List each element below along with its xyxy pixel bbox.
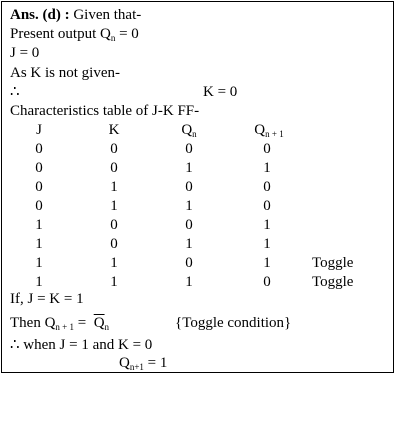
- table-cell: 1: [185, 274, 193, 290]
- table-cell: 0: [263, 179, 271, 195]
- present-output-value: = 0: [115, 26, 139, 42]
- table-cell: 1: [35, 236, 43, 252]
- final-sub: n+1: [129, 362, 144, 372]
- header-j: [19, 121, 59, 139]
- final-value: = 1: [143, 355, 168, 371]
- table-cell: 0: [35, 179, 43, 195]
- table-cell: 0: [185, 217, 193, 233]
- table-cell: 1: [35, 255, 43, 271]
- table-cell: 1: [263, 255, 271, 271]
- present-output-text: Present output Q: [10, 26, 111, 42]
- table-cell: 0: [35, 141, 43, 157]
- k-not-given-line: As K is not given-: [10, 65, 120, 81]
- table-cell: 1: [263, 217, 271, 233]
- table-cell: 1: [110, 179, 118, 195]
- header-k: [94, 121, 134, 139]
- then-line: [10, 314, 109, 332]
- table-cell: 0: [35, 160, 43, 176]
- qn-bar: $\overline{Q}$: [93, 315, 105, 331]
- then-equals: =: [73, 315, 90, 331]
- answer-label: Ans. (d) :: [10, 7, 70, 23]
- final-line: [119, 354, 167, 372]
- answer-box: [1, 1, 394, 373]
- table-cell: 1: [35, 217, 43, 233]
- table-cell: 1: [110, 274, 118, 290]
- table-cell: 0: [185, 255, 193, 271]
- header-k-text: K: [108, 122, 120, 138]
- table-cell: 0: [263, 274, 271, 290]
- table-cell: 1: [263, 160, 271, 176]
- therefore-symbol: ∴: [10, 84, 20, 100]
- table-cell: 1: [110, 198, 118, 214]
- given-text: Given that-: [73, 7, 142, 23]
- j-zero-line: J = 0: [10, 45, 40, 61]
- header-j-text: J: [36, 122, 42, 138]
- header-qn: [169, 121, 209, 139]
- present-output-sub: n: [110, 33, 116, 43]
- table-cell: 0: [263, 141, 271, 157]
- table-cell: 1: [185, 198, 193, 214]
- qn-bar-sub: n: [104, 322, 110, 332]
- when-line: ∴ when J = 1 and K = 0: [10, 337, 153, 353]
- table-cell: 0: [35, 198, 43, 214]
- if-line: If, J = K = 1: [10, 291, 84, 307]
- header-qn1-sub: n + 1: [265, 129, 284, 139]
- then-sub: n + 1: [55, 322, 74, 332]
- k-zero-line: K = 0: [203, 84, 238, 100]
- final-q: Q: [119, 355, 130, 371]
- header-qn-text: Q: [181, 122, 193, 138]
- then-text: Then Q: [10, 315, 56, 331]
- table-cell: 0: [263, 198, 271, 214]
- toggle-label: Toggle: [312, 274, 354, 290]
- table-cell: 0: [185, 141, 193, 157]
- toggle-condition: {Toggle condition}: [175, 315, 292, 331]
- table-cell: 0: [110, 217, 118, 233]
- table-cell: 1: [185, 160, 193, 176]
- header-qn1: [244, 121, 294, 139]
- table-cell: 1: [263, 236, 271, 252]
- present-output-line: [10, 25, 139, 43]
- table-cell: 1: [35, 274, 43, 290]
- table-cell: 1: [110, 255, 118, 271]
- toggle-label: Toggle: [312, 255, 354, 271]
- table-cell: 0: [110, 141, 118, 157]
- table-cell: 0: [185, 179, 193, 195]
- char-table-title: Characteristics table of J-K FF-: [10, 103, 200, 119]
- answer-heading: [10, 6, 141, 24]
- table-cell: 0: [110, 160, 118, 176]
- header-qn1-text: Q: [254, 122, 266, 138]
- header-qn-sub: n: [192, 129, 197, 139]
- table-cell: 0: [110, 236, 118, 252]
- table-cell: 1: [185, 236, 193, 252]
